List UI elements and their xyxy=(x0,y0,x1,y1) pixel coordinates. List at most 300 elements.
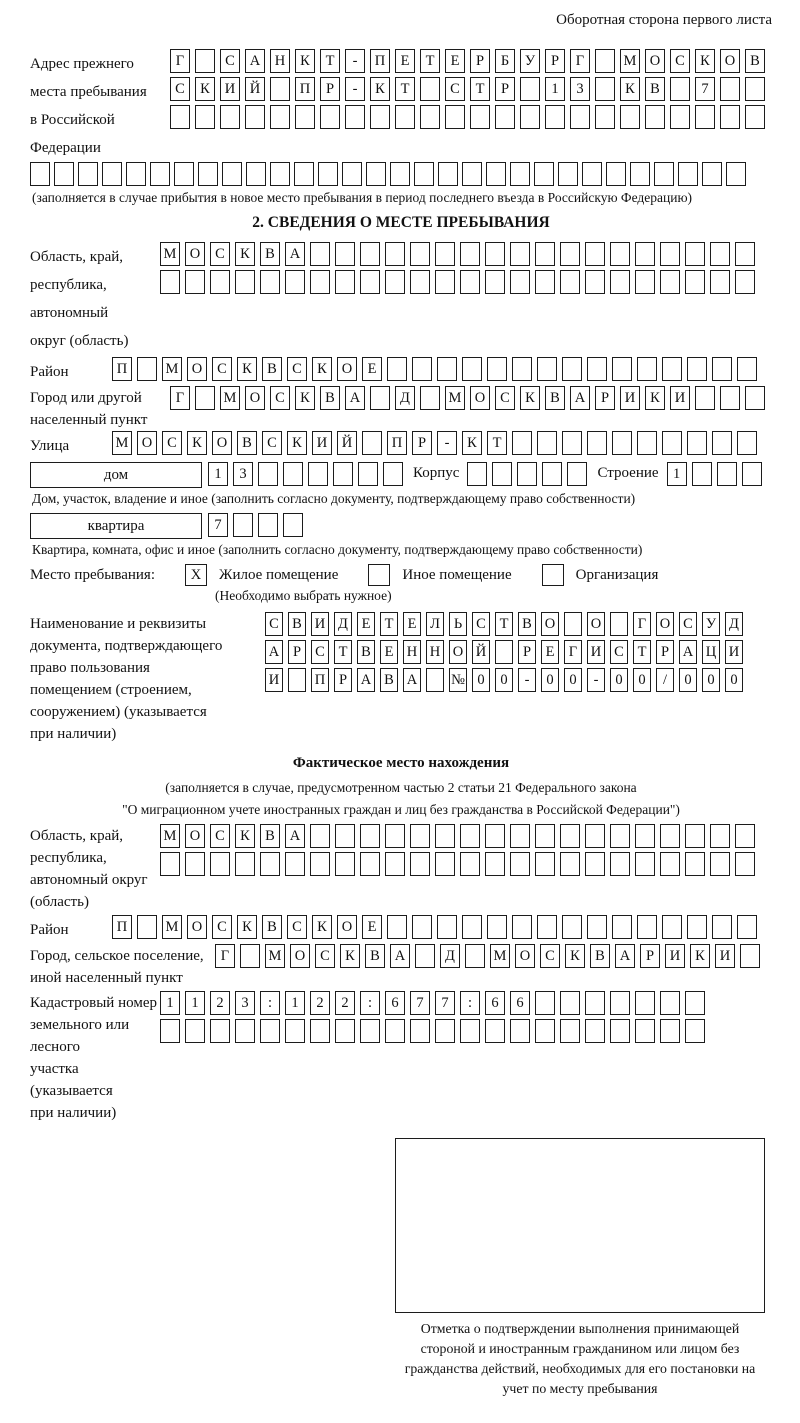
char-cell[interactable] xyxy=(160,1019,180,1043)
char-cell[interactable]: Е xyxy=(362,915,382,939)
char-cell[interactable] xyxy=(258,513,278,537)
char-cell[interactable]: В xyxy=(357,640,375,664)
char-cell[interactable]: С xyxy=(679,612,697,636)
char-cell[interactable] xyxy=(670,105,690,129)
char-cell[interactable]: С xyxy=(220,49,240,73)
char-cell[interactable]: М xyxy=(265,944,285,968)
char-cell[interactable] xyxy=(495,640,513,664)
char-cell[interactable]: 1 xyxy=(160,991,180,1015)
char-cell[interactable] xyxy=(610,270,630,294)
char-cell[interactable]: Н xyxy=(270,49,290,73)
char-cell[interactable]: К xyxy=(312,915,332,939)
char-cell[interactable]: А xyxy=(570,386,590,410)
char-cell[interactable]: С xyxy=(212,915,232,939)
char-cell[interactable] xyxy=(670,77,690,101)
checkbox-residential[interactable]: X xyxy=(185,564,207,586)
char-cell[interactable]: 7 xyxy=(695,77,715,101)
char-cell[interactable]: О xyxy=(337,357,357,381)
char-cell[interactable] xyxy=(385,270,405,294)
char-cell[interactable]: 0 xyxy=(725,668,743,692)
char-cell[interactable]: Б xyxy=(495,49,515,73)
char-cell[interactable]: В xyxy=(518,612,536,636)
char-cell[interactable]: 1 xyxy=(285,991,305,1015)
char-cell[interactable] xyxy=(333,462,353,486)
char-cell[interactable] xyxy=(630,162,650,186)
char-cell[interactable]: Г xyxy=(215,944,235,968)
char-cell[interactable] xyxy=(637,915,657,939)
char-cell[interactable]: И xyxy=(715,944,735,968)
char-cell[interactable]: - xyxy=(437,431,457,455)
char-cell[interactable] xyxy=(745,77,765,101)
char-cell[interactable] xyxy=(438,162,458,186)
char-cell[interactable] xyxy=(610,991,630,1015)
char-cell[interactable] xyxy=(485,242,505,266)
char-cell[interactable] xyxy=(685,824,705,848)
char-cell[interactable] xyxy=(585,242,605,266)
char-cell[interactable] xyxy=(660,991,680,1015)
char-cell[interactable]: И xyxy=(587,640,605,664)
char-cell[interactable] xyxy=(612,357,632,381)
char-cell[interactable]: Н xyxy=(403,640,421,664)
char-cell[interactable]: Д xyxy=(395,386,415,410)
char-cell[interactable] xyxy=(660,852,680,876)
char-cell[interactable]: М xyxy=(160,824,180,848)
char-cell[interactable] xyxy=(362,431,382,455)
char-cell[interactable]: Т xyxy=(633,640,651,664)
char-cell[interactable] xyxy=(360,824,380,848)
char-cell[interactable]: № xyxy=(449,668,467,692)
char-cell[interactable]: М xyxy=(220,386,240,410)
char-cell[interactable]: М xyxy=(160,242,180,266)
char-cell[interactable] xyxy=(660,270,680,294)
char-cell[interactable]: Г xyxy=(170,49,190,73)
char-cell[interactable] xyxy=(610,824,630,848)
char-cell[interactable] xyxy=(470,105,490,129)
char-cell[interactable]: Д xyxy=(440,944,460,968)
char-cell[interactable] xyxy=(562,357,582,381)
char-cell[interactable]: Р xyxy=(412,431,432,455)
char-cell[interactable] xyxy=(717,462,737,486)
char-cell[interactable] xyxy=(495,105,515,129)
char-cell[interactable] xyxy=(512,915,532,939)
char-cell[interactable]: 6 xyxy=(385,991,405,1015)
char-cell[interactable] xyxy=(360,1019,380,1043)
char-cell[interactable] xyxy=(510,242,530,266)
char-cell[interactable]: Р xyxy=(656,640,674,664)
char-cell[interactable] xyxy=(535,242,555,266)
char-cell[interactable] xyxy=(335,852,355,876)
char-cell[interactable] xyxy=(595,77,615,101)
char-cell[interactable]: И xyxy=(311,612,329,636)
char-cell[interactable] xyxy=(635,242,655,266)
char-cell[interactable]: К xyxy=(295,386,315,410)
char-cell[interactable] xyxy=(358,462,378,486)
char-cell[interactable]: П xyxy=(112,357,132,381)
char-cell[interactable]: П xyxy=(295,77,315,101)
char-cell[interactable]: М xyxy=(445,386,465,410)
char-cell[interactable]: К xyxy=(695,49,715,73)
char-cell[interactable]: К xyxy=(237,915,257,939)
char-cell[interactable] xyxy=(410,852,430,876)
char-cell[interactable] xyxy=(612,431,632,455)
char-cell[interactable]: 2 xyxy=(210,991,230,1015)
char-cell[interactable]: С xyxy=(540,944,560,968)
char-cell[interactable]: С xyxy=(210,824,230,848)
char-cell[interactable]: О xyxy=(449,640,467,664)
char-cell[interactable]: Р xyxy=(545,49,565,73)
char-cell[interactable] xyxy=(660,824,680,848)
char-cell[interactable] xyxy=(735,852,755,876)
char-cell[interactable] xyxy=(174,162,194,186)
char-cell[interactable] xyxy=(542,462,562,486)
char-cell[interactable] xyxy=(160,852,180,876)
char-cell[interactable] xyxy=(535,991,555,1015)
char-cell[interactable] xyxy=(562,915,582,939)
char-cell[interactable]: У xyxy=(702,612,720,636)
char-cell[interactable] xyxy=(710,824,730,848)
char-cell[interactable] xyxy=(412,357,432,381)
char-cell[interactable] xyxy=(390,162,410,186)
char-cell[interactable] xyxy=(435,824,455,848)
char-cell[interactable]: - xyxy=(345,77,365,101)
char-cell[interactable]: О xyxy=(470,386,490,410)
char-cell[interactable]: Т xyxy=(395,77,415,101)
char-cell[interactable] xyxy=(462,357,482,381)
char-cell[interactable] xyxy=(387,915,407,939)
char-cell[interactable] xyxy=(695,105,715,129)
char-cell[interactable] xyxy=(294,162,314,186)
char-cell[interactable] xyxy=(512,357,532,381)
char-cell[interactable] xyxy=(370,386,390,410)
char-cell[interactable] xyxy=(610,612,628,636)
char-cell[interactable] xyxy=(310,1019,330,1043)
char-cell[interactable]: А xyxy=(390,944,410,968)
char-cell[interactable]: Н xyxy=(426,640,444,664)
char-cell[interactable] xyxy=(285,1019,305,1043)
char-cell[interactable] xyxy=(210,852,230,876)
char-cell[interactable] xyxy=(487,357,507,381)
char-cell[interactable] xyxy=(492,462,512,486)
char-cell[interactable]: П xyxy=(370,49,390,73)
char-cell[interactable] xyxy=(510,824,530,848)
char-cell[interactable] xyxy=(510,270,530,294)
char-cell[interactable]: А xyxy=(403,668,421,692)
char-cell[interactable] xyxy=(535,270,555,294)
char-cell[interactable] xyxy=(345,105,365,129)
char-cell[interactable]: И xyxy=(665,944,685,968)
char-cell[interactable] xyxy=(520,105,540,129)
char-cell[interactable]: О xyxy=(187,915,207,939)
char-cell[interactable]: Т xyxy=(380,612,398,636)
char-cell[interactable] xyxy=(462,915,482,939)
char-cell[interactable] xyxy=(295,105,315,129)
char-cell[interactable] xyxy=(435,852,455,876)
char-cell[interactable]: С xyxy=(495,386,515,410)
char-cell[interactable] xyxy=(610,852,630,876)
char-cell[interactable] xyxy=(288,668,306,692)
char-cell[interactable] xyxy=(560,852,580,876)
char-cell[interactable]: С xyxy=(315,944,335,968)
char-cell[interactable]: 2 xyxy=(335,991,355,1015)
char-cell[interactable] xyxy=(635,1019,655,1043)
char-cell[interactable]: М xyxy=(112,431,132,455)
char-cell[interactable]: К xyxy=(235,242,255,266)
char-cell[interactable]: : xyxy=(260,991,280,1015)
char-cell[interactable] xyxy=(387,357,407,381)
char-cell[interactable] xyxy=(660,1019,680,1043)
char-cell[interactable] xyxy=(210,270,230,294)
char-cell[interactable]: Р xyxy=(595,386,615,410)
char-cell[interactable] xyxy=(137,357,157,381)
char-cell[interactable] xyxy=(170,105,190,129)
char-cell[interactable] xyxy=(662,431,682,455)
char-cell[interactable] xyxy=(185,1019,205,1043)
char-cell[interactable]: К xyxy=(462,431,482,455)
char-cell[interactable]: М xyxy=(162,915,182,939)
char-cell[interactable] xyxy=(735,824,755,848)
char-cell[interactable]: А xyxy=(615,944,635,968)
char-cell[interactable]: : xyxy=(460,991,480,1015)
char-cell[interactable] xyxy=(426,668,444,692)
char-cell[interactable]: Г xyxy=(170,386,190,410)
char-cell[interactable]: / xyxy=(656,668,674,692)
char-cell[interactable]: 0 xyxy=(472,668,490,692)
char-cell[interactable] xyxy=(585,824,605,848)
char-cell[interactable] xyxy=(195,105,215,129)
char-cell[interactable] xyxy=(587,431,607,455)
char-cell[interactable] xyxy=(195,386,215,410)
char-cell[interactable]: О xyxy=(185,242,205,266)
char-cell[interactable] xyxy=(465,944,485,968)
char-cell[interactable]: С xyxy=(262,431,282,455)
char-cell[interactable]: Р xyxy=(334,668,352,692)
char-cell[interactable] xyxy=(535,1019,555,1043)
char-cell[interactable] xyxy=(485,824,505,848)
char-cell[interactable]: Т xyxy=(320,49,340,73)
char-cell[interactable] xyxy=(335,242,355,266)
char-cell[interactable] xyxy=(745,386,765,410)
char-cell[interactable] xyxy=(687,915,707,939)
char-cell[interactable] xyxy=(385,852,405,876)
char-cell[interactable]: 3 xyxy=(233,462,253,486)
char-cell[interactable]: О xyxy=(212,431,232,455)
char-cell[interactable]: А xyxy=(679,640,697,664)
char-cell[interactable] xyxy=(460,270,480,294)
char-cell[interactable] xyxy=(486,162,506,186)
char-cell[interactable] xyxy=(385,824,405,848)
char-cell[interactable]: 0 xyxy=(541,668,559,692)
char-cell[interactable]: К xyxy=(645,386,665,410)
char-cell[interactable] xyxy=(710,852,730,876)
char-cell[interactable]: Т xyxy=(420,49,440,73)
char-cell[interactable] xyxy=(662,357,682,381)
char-cell[interactable] xyxy=(660,242,680,266)
char-cell[interactable]: Г xyxy=(564,640,582,664)
char-cell[interactable] xyxy=(310,270,330,294)
char-cell[interactable]: К xyxy=(620,77,640,101)
char-cell[interactable] xyxy=(270,162,290,186)
char-cell[interactable] xyxy=(535,852,555,876)
char-cell[interactable] xyxy=(235,852,255,876)
char-cell[interactable] xyxy=(635,824,655,848)
char-cell[interactable] xyxy=(737,915,757,939)
char-cell[interactable]: С xyxy=(265,612,283,636)
char-cell[interactable] xyxy=(564,612,582,636)
char-cell[interactable] xyxy=(582,162,602,186)
char-cell[interactable] xyxy=(270,77,290,101)
char-cell[interactable] xyxy=(520,77,540,101)
char-cell[interactable] xyxy=(512,431,532,455)
char-cell[interactable] xyxy=(685,242,705,266)
char-cell[interactable]: Р xyxy=(470,49,490,73)
char-cell[interactable]: 1 xyxy=(667,462,687,486)
char-cell[interactable] xyxy=(437,915,457,939)
char-cell[interactable] xyxy=(685,270,705,294)
char-cell[interactable] xyxy=(222,162,242,186)
char-cell[interactable]: П xyxy=(112,915,132,939)
char-cell[interactable] xyxy=(460,1019,480,1043)
char-cell[interactable]: К xyxy=(312,357,332,381)
char-cell[interactable]: С xyxy=(162,431,182,455)
char-cell[interactable] xyxy=(310,242,330,266)
char-cell[interactable] xyxy=(637,431,657,455)
char-cell[interactable]: Е xyxy=(403,612,421,636)
char-cell[interactable]: В xyxy=(260,824,280,848)
char-cell[interactable] xyxy=(612,915,632,939)
char-cell[interactable] xyxy=(737,357,757,381)
char-cell[interactable] xyxy=(585,270,605,294)
char-cell[interactable]: 0 xyxy=(495,668,513,692)
char-cell[interactable] xyxy=(662,915,682,939)
char-cell[interactable] xyxy=(235,270,255,294)
char-cell[interactable]: О xyxy=(645,49,665,73)
char-cell[interactable]: К xyxy=(565,944,585,968)
char-cell[interactable]: В xyxy=(645,77,665,101)
char-cell[interactable]: О xyxy=(245,386,265,410)
char-cell[interactable]: Т xyxy=(495,612,513,636)
char-cell[interactable] xyxy=(560,242,580,266)
char-cell[interactable] xyxy=(210,1019,230,1043)
char-cell[interactable]: О xyxy=(720,49,740,73)
char-cell[interactable] xyxy=(195,49,215,73)
char-cell[interactable]: Й xyxy=(245,77,265,101)
char-cell[interactable] xyxy=(737,431,757,455)
char-cell[interactable] xyxy=(726,162,746,186)
char-cell[interactable]: А xyxy=(285,824,305,848)
char-cell[interactable] xyxy=(198,162,218,186)
char-cell[interactable]: Е xyxy=(357,612,375,636)
char-cell[interactable]: С xyxy=(472,612,490,636)
char-cell[interactable] xyxy=(712,357,732,381)
char-cell[interactable] xyxy=(318,162,338,186)
char-cell[interactable]: И xyxy=(725,640,743,664)
char-cell[interactable]: К xyxy=(287,431,307,455)
char-cell[interactable]: 7 xyxy=(410,991,430,1015)
char-cell[interactable] xyxy=(695,386,715,410)
char-cell[interactable]: Ц xyxy=(702,640,720,664)
char-cell[interactable]: И xyxy=(312,431,332,455)
char-cell[interactable] xyxy=(462,162,482,186)
char-cell[interactable]: О xyxy=(337,915,357,939)
char-cell[interactable] xyxy=(560,824,580,848)
char-cell[interactable]: Р xyxy=(495,77,515,101)
checkbox-other-premises[interactable] xyxy=(368,564,390,586)
char-cell[interactable] xyxy=(585,1019,605,1043)
char-cell[interactable]: В xyxy=(545,386,565,410)
char-cell[interactable]: - xyxy=(518,668,536,692)
char-cell[interactable] xyxy=(537,915,557,939)
char-cell[interactable]: С xyxy=(287,357,307,381)
char-cell[interactable]: Е xyxy=(380,640,398,664)
char-cell[interactable] xyxy=(635,991,655,1015)
char-cell[interactable]: Т xyxy=(470,77,490,101)
char-cell[interactable] xyxy=(335,270,355,294)
char-cell[interactable] xyxy=(610,242,630,266)
char-cell[interactable] xyxy=(310,852,330,876)
char-cell[interactable]: 0 xyxy=(702,668,720,692)
char-cell[interactable] xyxy=(360,242,380,266)
char-cell[interactable] xyxy=(54,162,74,186)
char-cell[interactable] xyxy=(435,1019,455,1043)
char-cell[interactable]: Р xyxy=(640,944,660,968)
char-cell[interactable] xyxy=(285,270,305,294)
char-cell[interactable] xyxy=(320,105,340,129)
char-cell[interactable] xyxy=(335,824,355,848)
char-cell[interactable]: Т xyxy=(334,640,352,664)
char-cell[interactable]: А xyxy=(265,640,283,664)
char-cell[interactable] xyxy=(595,49,615,73)
char-cell[interactable]: 2 xyxy=(310,991,330,1015)
char-cell[interactable] xyxy=(220,105,240,129)
char-cell[interactable]: А xyxy=(245,49,265,73)
char-cell[interactable] xyxy=(420,105,440,129)
char-cell[interactable]: И xyxy=(265,668,283,692)
char-cell[interactable]: Д xyxy=(725,612,743,636)
char-cell[interactable]: К xyxy=(370,77,390,101)
char-cell[interactable]: Г xyxy=(633,612,651,636)
char-cell[interactable] xyxy=(435,270,455,294)
char-cell[interactable]: Е xyxy=(445,49,465,73)
char-cell[interactable] xyxy=(283,462,303,486)
char-cell[interactable] xyxy=(366,162,386,186)
char-cell[interactable] xyxy=(637,357,657,381)
char-cell[interactable]: О xyxy=(541,612,559,636)
char-cell[interactable] xyxy=(535,824,555,848)
char-cell[interactable]: К xyxy=(237,357,257,381)
char-cell[interactable] xyxy=(534,162,554,186)
char-cell[interactable]: В xyxy=(288,612,306,636)
char-cell[interactable] xyxy=(517,462,537,486)
char-cell[interactable] xyxy=(560,991,580,1015)
char-cell[interactable] xyxy=(420,77,440,101)
char-cell[interactable] xyxy=(742,462,762,486)
char-cell[interactable]: О xyxy=(656,612,674,636)
char-cell[interactable] xyxy=(685,852,705,876)
char-cell[interactable] xyxy=(126,162,146,186)
char-cell[interactable]: 0 xyxy=(633,668,651,692)
char-cell[interactable]: В xyxy=(365,944,385,968)
char-cell[interactable] xyxy=(702,162,722,186)
char-cell[interactable]: А xyxy=(285,242,305,266)
char-cell[interactable] xyxy=(410,824,430,848)
char-cell[interactable]: 1 xyxy=(185,991,205,1015)
char-cell[interactable]: С xyxy=(670,49,690,73)
char-cell[interactable] xyxy=(435,242,455,266)
char-cell[interactable] xyxy=(485,1019,505,1043)
char-cell[interactable] xyxy=(740,944,760,968)
char-cell[interactable]: Г xyxy=(570,49,590,73)
char-cell[interactable]: В xyxy=(260,242,280,266)
